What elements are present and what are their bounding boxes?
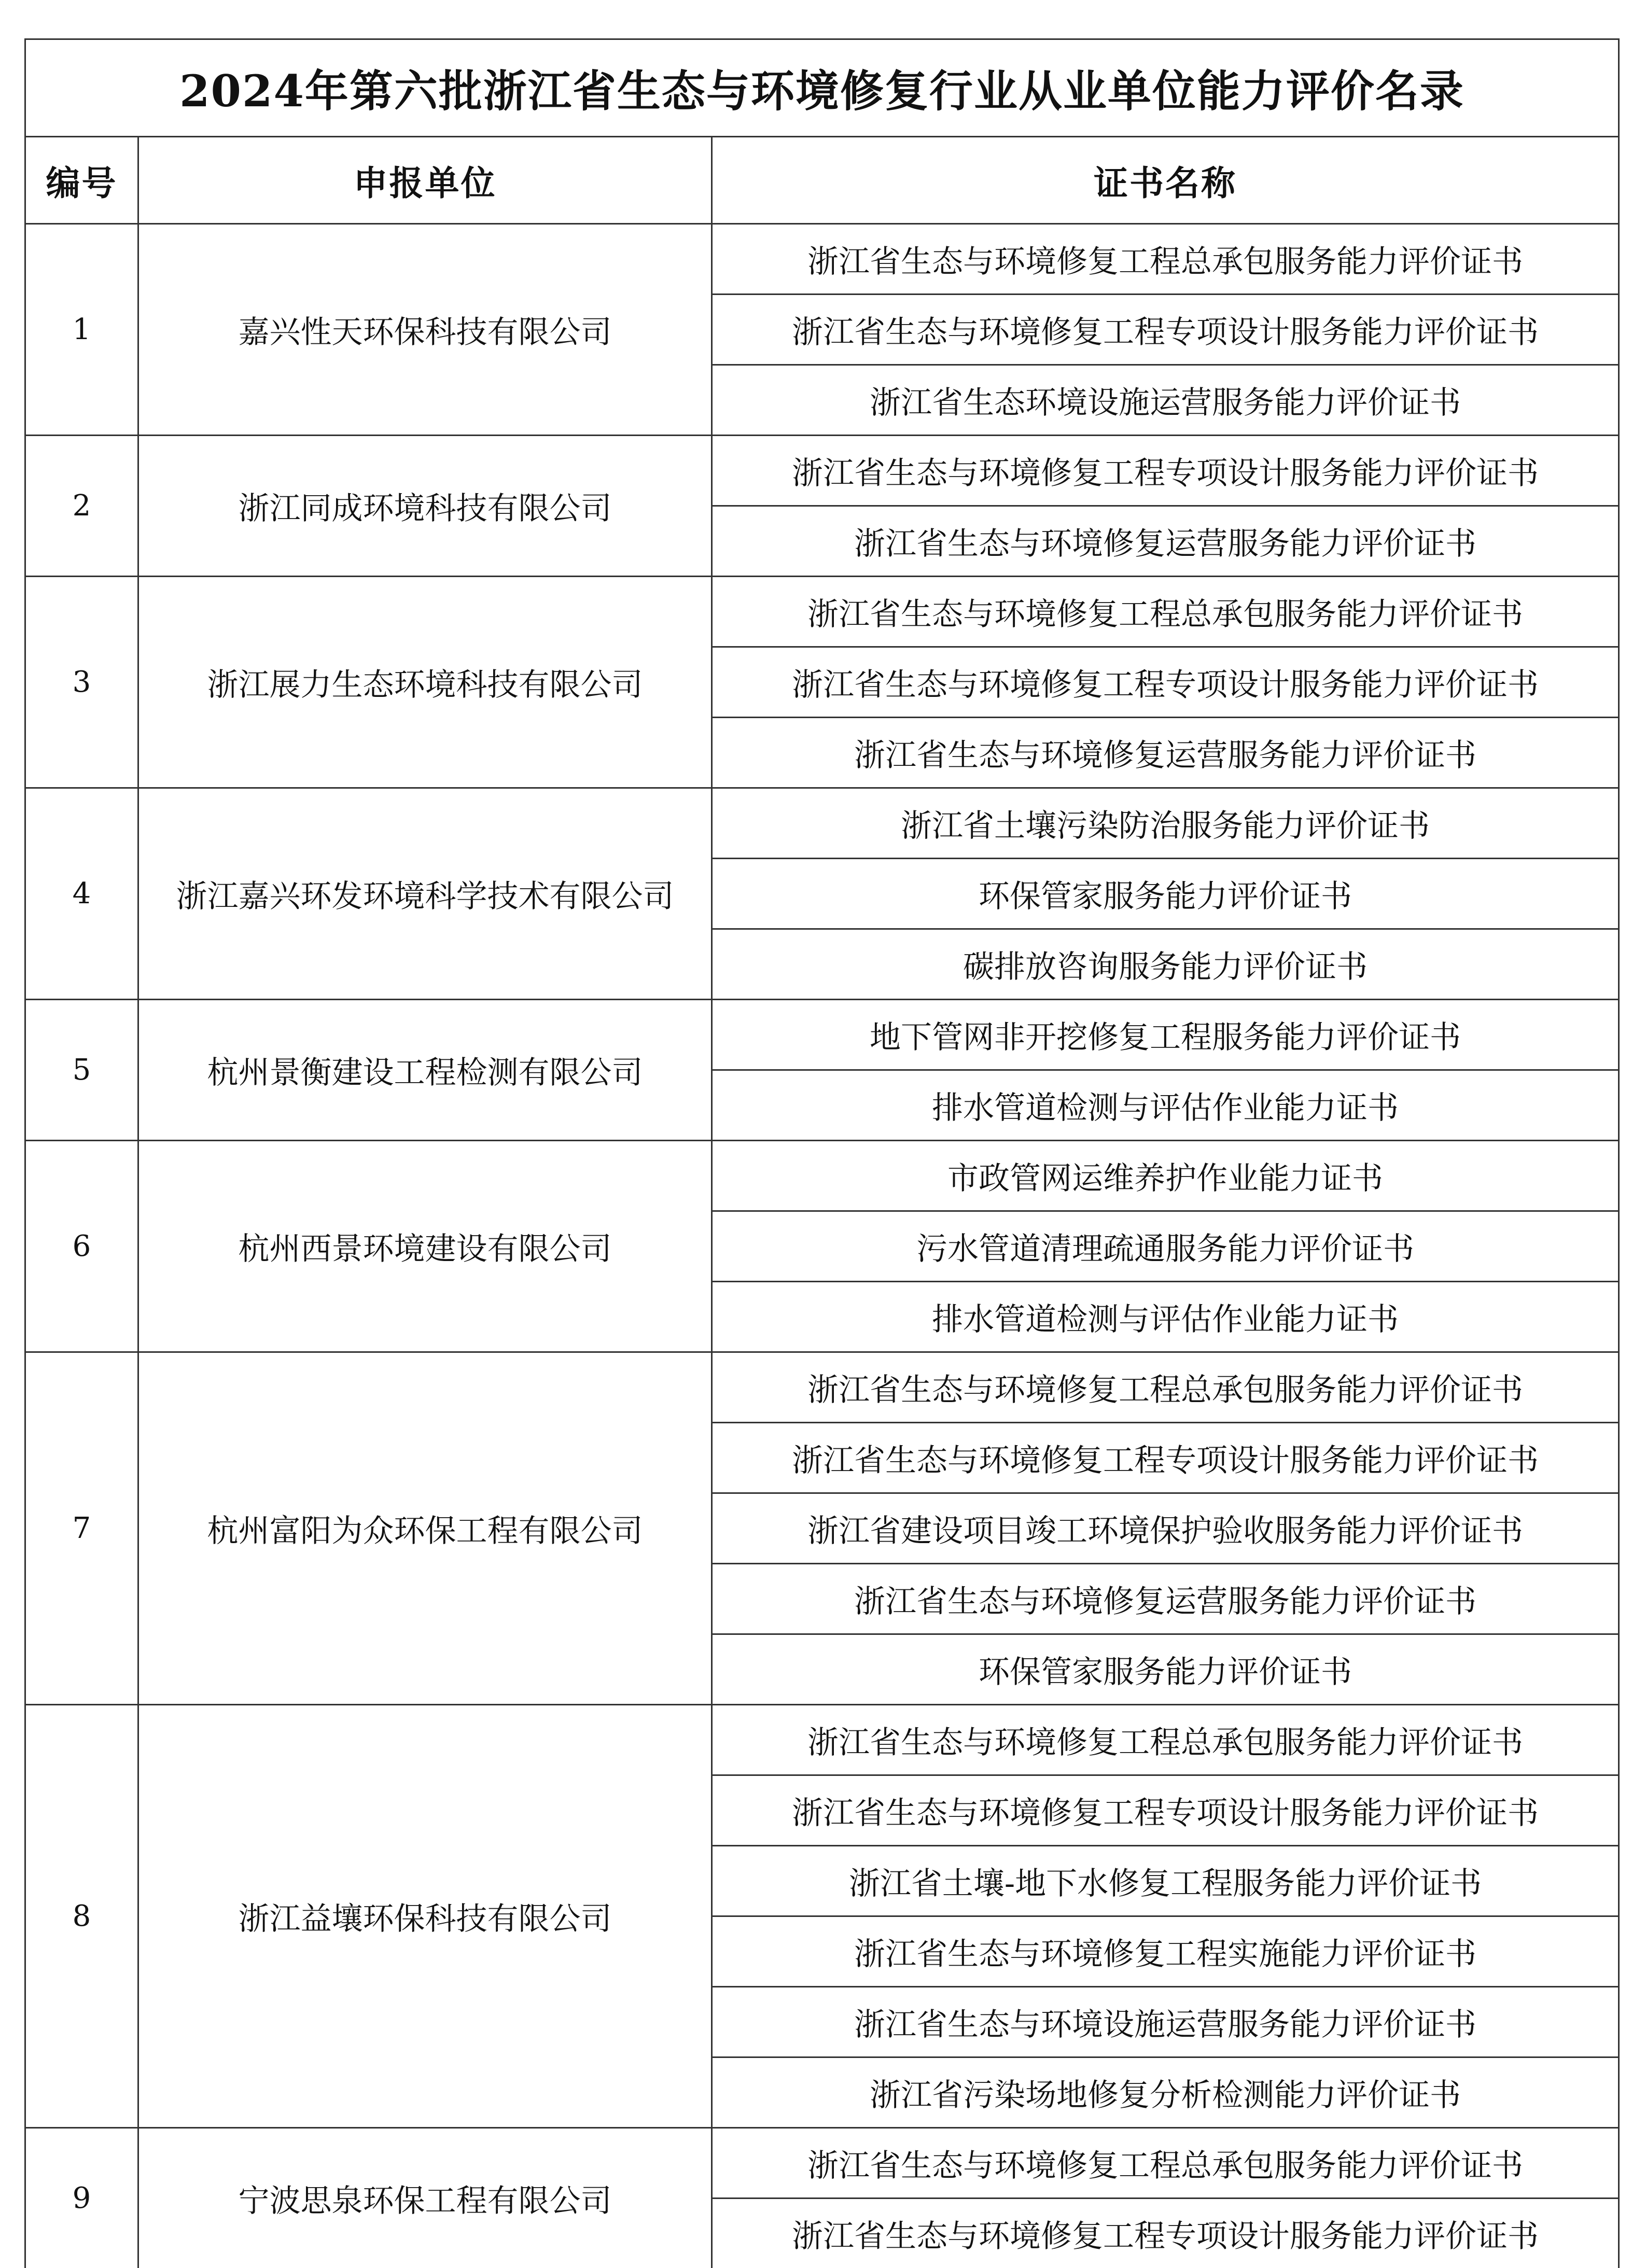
table-row: [25, 1705, 1619, 1775]
certificate-name: 浙江省建设项目竣工环境保护验收服务能力评价证书: [712, 1493, 1619, 1564]
certificate-name: 浙江省生态与环境修复工程专项设计服务能力评价证书: [712, 1775, 1619, 1846]
certificate-name: 浙江省生态与环境修复工程专项设计服务能力评价证书: [712, 295, 1619, 365]
table-row: [25, 577, 1619, 647]
row-number: 8: [25, 1705, 138, 2128]
certificate-name: 浙江省生态与环境修复工程专项设计服务能力评价证书: [712, 436, 1619, 506]
row-number: 2: [25, 436, 138, 577]
row-number: 4: [25, 788, 138, 1000]
certificate-name: 浙江省生态与环境修复工程专项设计服务能力评价证书: [712, 1423, 1619, 1493]
row-number: 6: [25, 1141, 138, 1352]
applicant-unit: 浙江展力生态环境科技有限公司: [138, 577, 712, 788]
row-number: 7: [25, 1352, 138, 1705]
applicant-unit: 浙江益壤环保科技有限公司: [138, 1705, 712, 2128]
table-row: [25, 224, 1619, 295]
column-header-no: 编号: [25, 137, 138, 224]
certificate-name: 排水管道检测与评估作业能力证书: [712, 1282, 1619, 1352]
applicant-unit: 宁波思泉环保工程有限公司: [138, 2128, 712, 2268]
certificate-name: 浙江省土壤污染防治服务能力评价证书: [712, 788, 1619, 859]
certificate-name: 浙江省生态与环境修复工程专项设计服务能力评价证书: [712, 647, 1619, 718]
table-row: [25, 1352, 1619, 1423]
table-row: [25, 788, 1619, 859]
certificate-register-sheet: [24, 38, 1618, 2268]
applicant-unit: 浙江同成环境科技有限公司: [138, 436, 712, 577]
applicant-unit: 杭州景衡建设工程检测有限公司: [138, 1000, 712, 1141]
register-table-body: [25, 224, 1619, 2268]
row-number: 9: [25, 2128, 138, 2268]
certificate-name: 浙江省生态与环境设施运营服务能力评价证书: [712, 1987, 1619, 2057]
certificate-name: 地下管网非开挖修复工程服务能力评价证书: [712, 1000, 1619, 1070]
certificate-name: 浙江省生态与环境修复工程总承包服务能力评价证书: [712, 1705, 1619, 1775]
certificate-name: 浙江省生态与环境修复运营服务能力评价证书: [712, 718, 1619, 788]
column-header-cert: 证书名称: [712, 137, 1619, 224]
certificate-name: 环保管家服务能力评价证书: [712, 859, 1619, 929]
certificate-name: 排水管道检测与评估作业能力证书: [712, 1070, 1619, 1141]
certificate-name: 浙江省污染场地修复分析检测能力评价证书: [712, 2057, 1619, 2128]
applicant-unit: 浙江嘉兴环发环境科学技术有限公司: [138, 788, 712, 1000]
certificate-name: 浙江省生态环境设施运营服务能力评价证书: [712, 365, 1619, 436]
certificate-name: 浙江省生态与环境修复工程总承包服务能力评价证书: [712, 1352, 1619, 1423]
certificate-name: 浙江省生态与环境修复工程总承包服务能力评价证书: [712, 577, 1619, 647]
certificate-name: 碳排放咨询服务能力评价证书: [712, 929, 1619, 1000]
row-number: 1: [25, 224, 138, 436]
applicant-unit: 嘉兴性天环保科技有限公司: [138, 224, 712, 436]
table-row: [25, 1000, 1619, 1070]
certificate-name: 市政管网运维养护作业能力证书: [712, 1141, 1619, 1211]
certificate-name: 浙江省生态与环境修复运营服务能力评价证书: [712, 1564, 1619, 1634]
register-table: [24, 38, 1620, 2268]
certificate-name: 浙江省土壤-地下水修复工程服务能力评价证书: [712, 1846, 1619, 1916]
certificate-name: 浙江省生态与环境修复工程总承包服务能力评价证书: [712, 224, 1619, 295]
table-row: [25, 1141, 1619, 1211]
certificate-name: 浙江省生态与环境修复工程总承包服务能力评价证书: [712, 2128, 1619, 2199]
table-row: [25, 436, 1619, 506]
row-number: 3: [25, 577, 138, 788]
certificate-name: 浙江省生态与环境修复工程实施能力评价证书: [712, 1916, 1619, 1987]
table-row: [25, 2128, 1619, 2199]
column-header-unit: 申报单位: [138, 137, 712, 224]
page-title: 2024年第六批浙江省生态与环境修复行业从业单位能力评价名录: [25, 39, 1619, 137]
certificate-name: 环保管家服务能力评价证书: [712, 1634, 1619, 1705]
certificate-name: 浙江省生态与环境修复工程专项设计服务能力评价证书: [712, 2199, 1619, 2268]
certificate-name: 浙江省生态与环境修复运营服务能力评价证书: [712, 506, 1619, 577]
applicant-unit: 杭州西景环境建设有限公司: [138, 1141, 712, 1352]
applicant-unit: 杭州富阳为众环保工程有限公司: [138, 1352, 712, 1705]
certificate-name: 污水管道清理疏通服务能力评价证书: [712, 1211, 1619, 1282]
row-number: 5: [25, 1000, 138, 1141]
